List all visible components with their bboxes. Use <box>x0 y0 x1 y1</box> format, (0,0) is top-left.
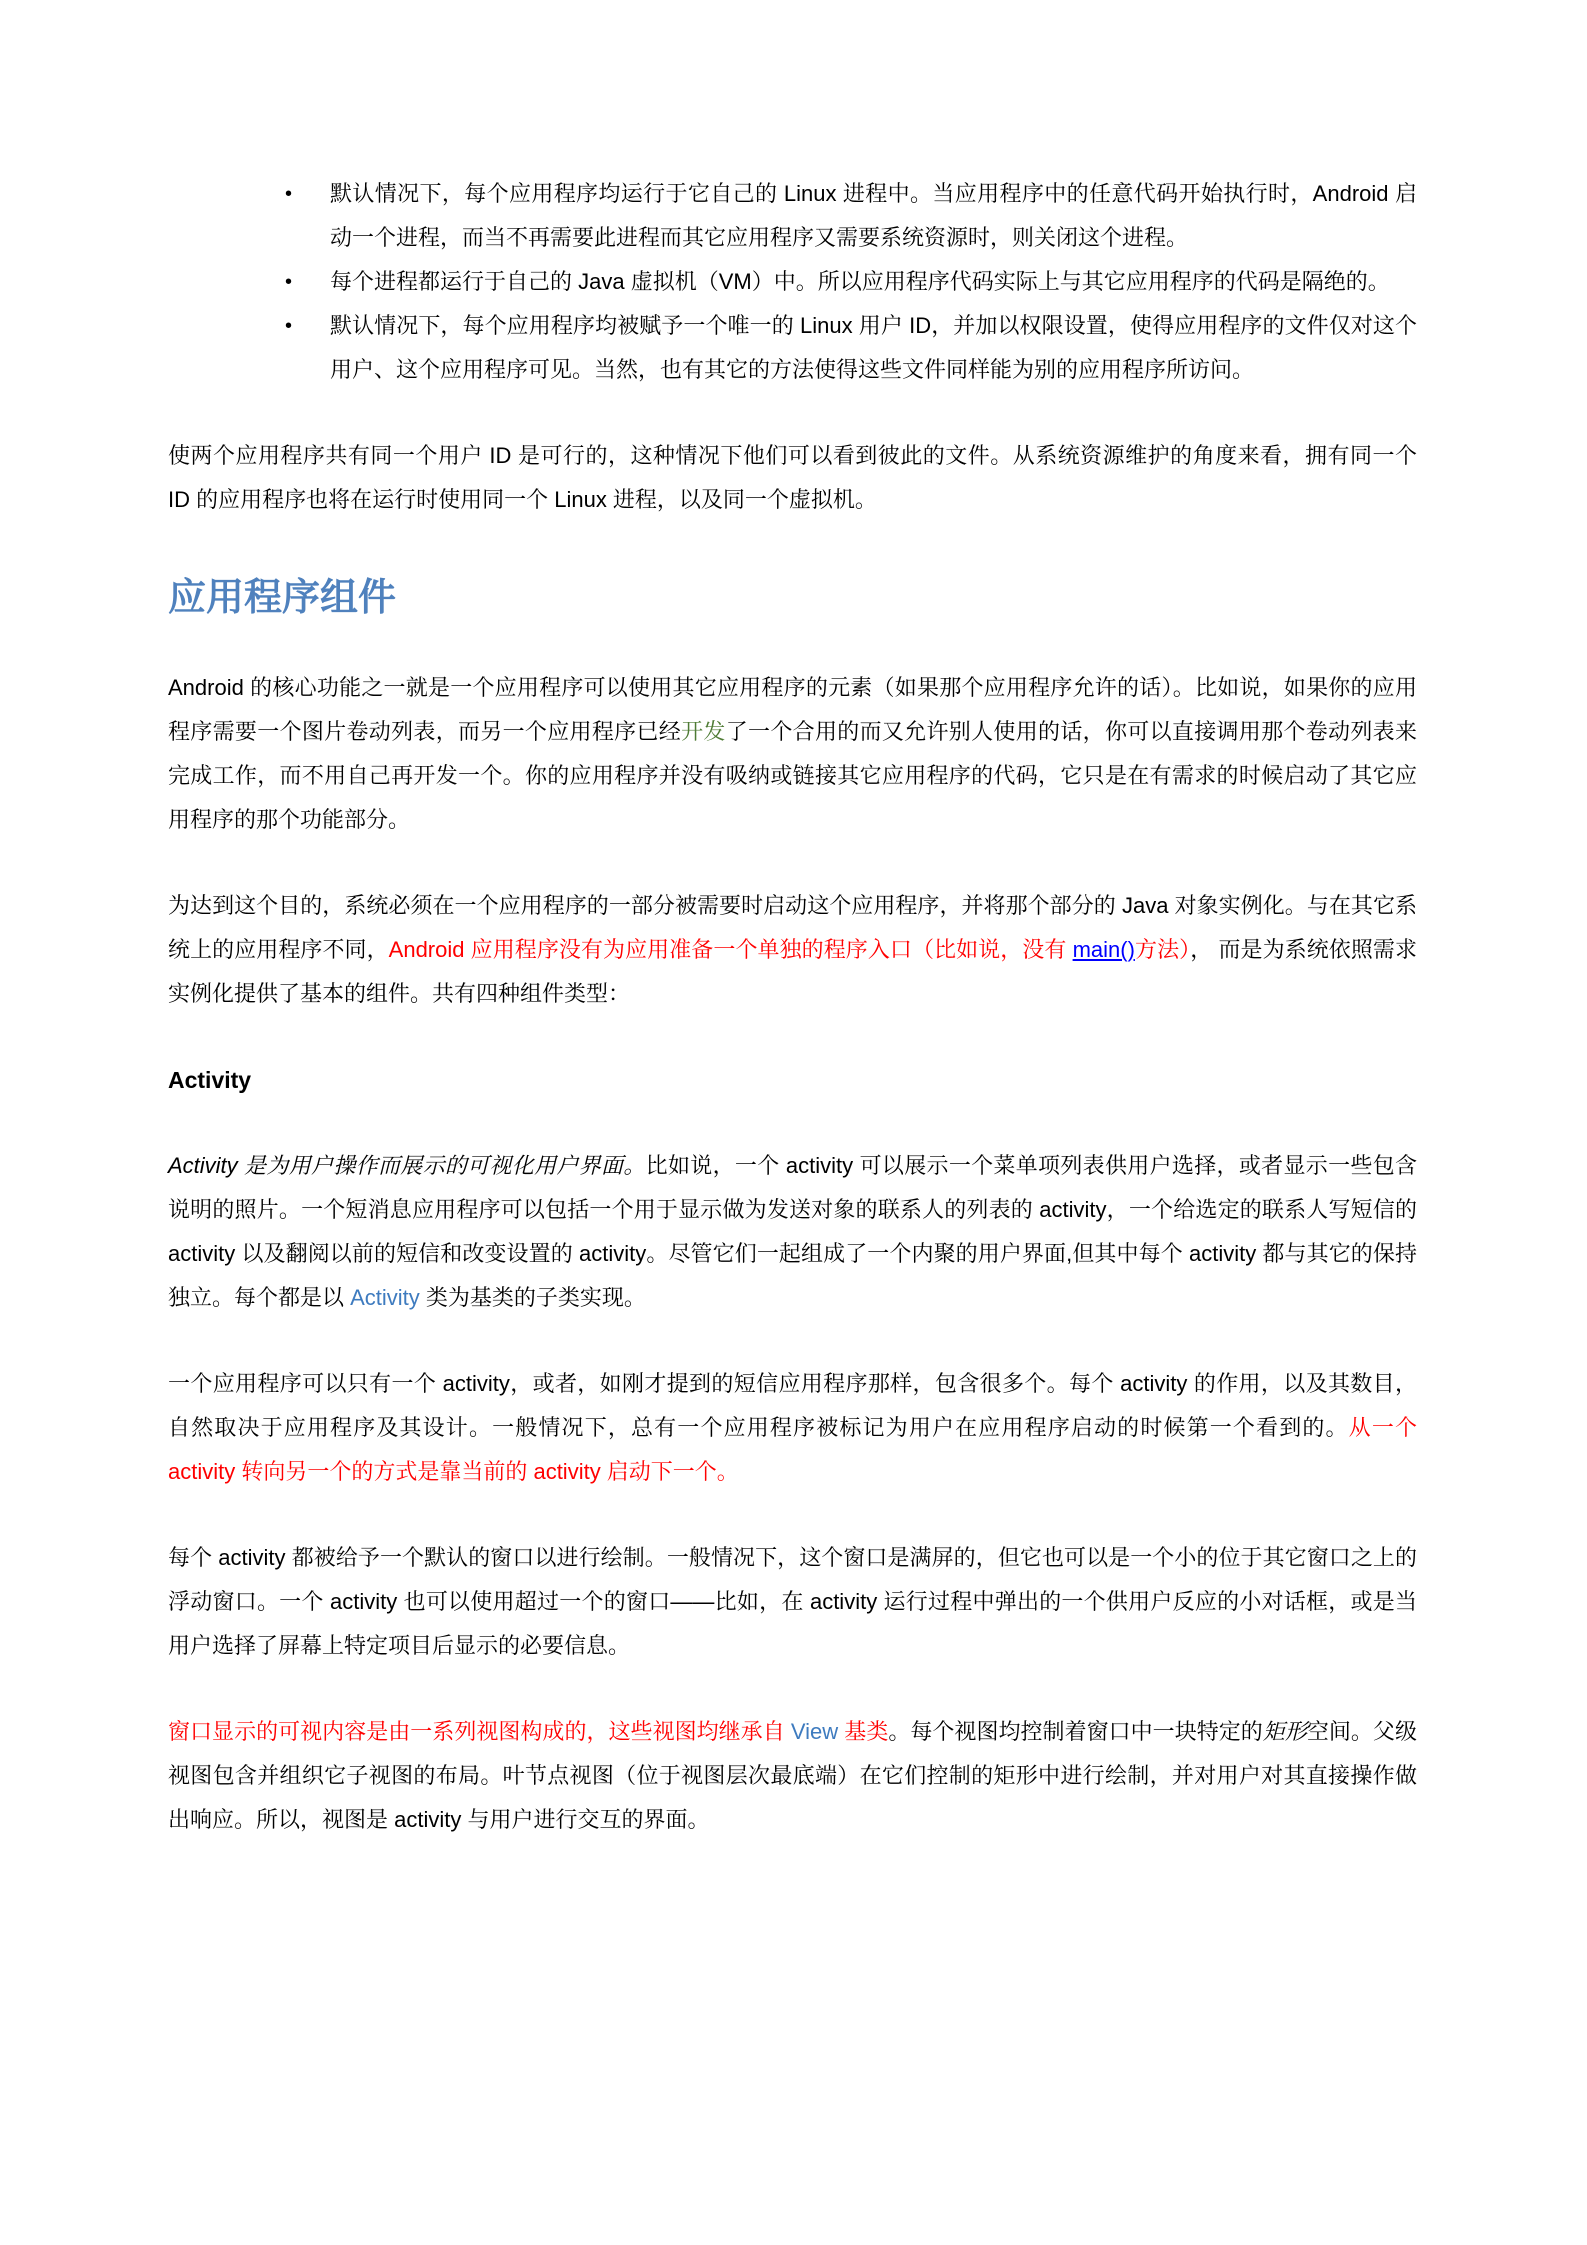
developed-green-text: 开发 <box>681 719 726 744</box>
bullet-marker-icon: • <box>285 315 293 337</box>
rectangle-italic-text: 矩形 <box>1262 1719 1307 1744</box>
paragraph-text: 使两个应用程序共有同一个用户 ID 是可行的，这种情况下他们可以看到彼此的文件。从系统资源维护的角度来看，拥有同一个 ID 的应用程序也将在运行时使用同一个 Linux 进程，以及同一个虚拟机。 <box>168 443 1417 512</box>
paragraph-shared-user-id <box>168 434 1417 522</box>
paragraph-text: Android 的核心功能之一就是一个应用程序可以使用其它应用程序的元素（如果那个应用程序允许的话）。比如说，如果你的应用程序需要一个图片卷动列表，而另一个应用程序已经 <box>168 675 1417 744</box>
emphasis-red-text: 从一个 activity 转向另一个的方式是靠当前的 activity 启动下一个。 <box>168 1415 1417 1484</box>
section-heading-application-components: 应用程序组件 <box>168 577 397 619</box>
paragraph-text: ， 而是为系统依照需求实例化提供了基本的组件。共有四种组件类型： <box>168 937 1417 1006</box>
bullet-list <box>168 172 1417 392</box>
emphasis-red-text: 基类 <box>838 1719 889 1744</box>
paragraph-text: 。每个视图均控制着窗口中一块特定的 <box>888 1719 1263 1744</box>
bullet-item <box>168 172 1417 260</box>
activity-class-link[interactable]: Activity <box>350 1285 420 1310</box>
emphasis-red-text: 窗口显示的可视内容是由一系列视图构成的，这些视图均继承自 <box>168 1719 791 1744</box>
bullet-item <box>168 304 1417 392</box>
bullet-marker-icon: • <box>285 183 293 205</box>
sub-heading-activity: Activity <box>168 1067 252 1093</box>
paragraph-activity-window <box>168 1536 1417 1668</box>
emphasis-red-text: Android 应用程序没有为应用准备一个单独的程序入口（比如说，没有 <box>388 937 1073 962</box>
paragraph-activity-count <box>168 1362 1417 1494</box>
paragraph-text: 一个应用程序可以只有一个 activity，或者，如刚才提到的短信应用程序那样，包含很多个。每个 activity 的作用，以及其数目，自然取决于应用程序及其设计。一般情况下，总有一个应用程序被标记为用户在应用程序启动的时候第一个看到的。 <box>168 1371 1417 1440</box>
emphasis-red-text: 方法） <box>1134 937 1191 962</box>
paragraph-text: 每个 activity 都被给予一个默认的窗口以进行绘制。一般情况下，这个窗口是满屏的，但它也可以是一个小的位于其它窗口之上的浮动窗口。一个 activity 也可以使用超过一个的窗口——比如，在 activity 运行过程中弹出的一个供用户反应的小对话框，或是当用户选择了屏幕上特定项目后显示的必要信息。 <box>168 1545 1417 1658</box>
bullet-item <box>168 260 1417 304</box>
paragraph-text: 类为基类的子类实现。 <box>419 1285 646 1310</box>
activity-definition-italic: Activity 是为用户操作而展示的可视化用户界面。 <box>168 1153 646 1178</box>
bullet-text: 默认情况下，每个应用程序均运行于它自己的 Linux 进程中。当应用程序中的任意代码开始执行时，Android 启动一个进程，而当不再需要此进程而其它应用程序又需要系统资源时，则关闭这个进程。 <box>330 181 1417 250</box>
bullet-marker-icon: • <box>285 271 293 293</box>
bullet-text: 默认情况下，每个应用程序均被赋予一个唯一的 Linux 用户 ID，并加以权限设置，使得应用程序的文件仅对这个用户、这个应用程序可见。当然，也有其它的方法使得这些文件同样能为别的应用程序所访问。 <box>330 313 1417 382</box>
paragraph-activity-intro <box>168 1144 1417 1320</box>
paragraph-core-feature <box>168 666 1417 842</box>
paragraph-text: 比如说，一个 activity 可以展示一个菜单项列表供用户选择，或者显示一些包含说明的照片。一个短消息应用程序可以包括一个用于显示做为发送对象的联系人的列表的 activity，一个给选定的联系人写短信的 activity 以及翻阅以前的短信和改变设置的 activity。尽管它们一起组成了一个内聚的用户界面,但其中每个 activity 都与其它的保持独立。每个都是以 <box>168 1153 1417 1310</box>
paragraph-text: 空间。父级视图包含并组织它子视图的布局。叶节点视图（位于视图层次最底端）在它们控制的矩形中进行绘制，并对用户对其直接操作做出响应。所以，视图是 activity 与用户进行交互的界面。 <box>168 1719 1417 1832</box>
paragraph-entry-point <box>168 884 1417 1016</box>
paragraph-views <box>168 1710 1417 1842</box>
main-method-link[interactable]: main() <box>1072 937 1135 962</box>
bullet-text: 每个进程都运行于自己的 Java 虚拟机（VM）中。所以应用程序代码实际上与其它应用程序的代码是隔绝的。 <box>330 269 1390 294</box>
paragraph-text: 了一个合用的而又允许别人使用的话，你可以直接调用那个卷动列表来完成工作，而不用自己再开发一个。你的应用程序并没有吸纳或链接其它应用程序的代码，它只是在有需求的时候启动了其它应用程序的那个功能部分。 <box>168 719 1417 832</box>
view-class-link[interactable]: View <box>790 1719 839 1744</box>
paragraph-text: 为达到这个目的，系统必须在一个应用程序的一部分被需要时启动这个应用程序，并将那个部分的 Java 对象实例化。与在其它系统上的应用程序不同， <box>168 893 1417 962</box>
